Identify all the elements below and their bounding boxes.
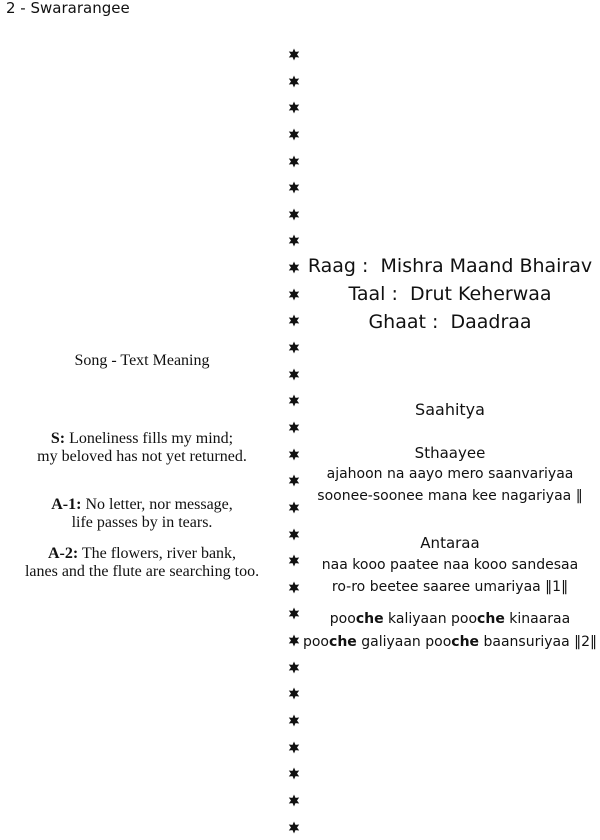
ghaat-label: Ghaat : — [368, 311, 439, 333]
star-icon — [288, 48, 300, 61]
antaraa-line2: ro-ro beetee saaree umariyaa ‖1‖ — [331, 579, 569, 595]
star-icon — [288, 101, 300, 114]
star-icon — [288, 581, 300, 594]
star-icon — [288, 794, 300, 807]
ghaat-line — [300, 309, 600, 336]
raag-line — [300, 253, 600, 280]
star-icon — [288, 448, 300, 461]
meaning-s — [0, 430, 284, 466]
star-icon — [288, 687, 300, 700]
antaraa-line3 — [300, 609, 600, 630]
star-icon — [288, 661, 300, 674]
antaraa-line4-emphasis: che — [329, 634, 357, 650]
meaning-s-line1: Loneliness fills my mind; — [65, 430, 234, 447]
antaraa-line3-part: kinaaraa — [504, 611, 571, 627]
antaraa-line3-part: kaliyaan poo — [383, 611, 478, 627]
antaraa-heading: Antaraa — [420, 534, 480, 552]
antaraa-line1: naa kooo paatee naa kooo sandesaa — [321, 557, 579, 573]
star-icon — [288, 421, 300, 434]
sthaayee-line1: ajahoon na aayo mero saanvariyaa — [326, 466, 574, 482]
meaning-a2-line2: lanes and the flute are searching too. — [24, 563, 260, 580]
raag-value: Mishra Maand Bhairav — [380, 255, 593, 277]
sthaayee-line2: soonee-soonee mana kee nagariyaa ‖ — [317, 488, 583, 504]
star-icon — [288, 767, 300, 780]
taal-line — [300, 281, 600, 308]
antaraa-line4-part: poo — [302, 634, 330, 650]
star-icon — [288, 607, 300, 620]
star-icon — [288, 234, 300, 247]
antaraa-line3-emphasis: che — [355, 611, 384, 627]
sthaayee-heading: Sthaayee — [414, 444, 486, 462]
star-icon — [288, 181, 300, 194]
antaraa-line4-emphasis: che — [451, 634, 480, 650]
star-icon — [288, 474, 300, 487]
star-icon — [288, 634, 300, 647]
meaning-a1-label: A-1: — [51, 496, 82, 513]
star-icon — [288, 155, 300, 168]
star-icon — [288, 208, 300, 221]
antaraa-line3-part: poo — [329, 611, 356, 627]
meaning-a1-line2: life passes by in tears. — [71, 514, 213, 531]
meaning-title: Song - Text Meaning — [74, 352, 210, 369]
antaraa-line4-part: galiyaan poo — [356, 634, 452, 650]
star-icon — [288, 341, 300, 354]
antaraa-line4-part: baansuriyaa ‖2‖ — [479, 634, 598, 650]
meaning-a2 — [0, 545, 284, 581]
meaning-s-line2: my beloved has not yet returned. — [37, 448, 247, 465]
ghaat-value: Daadraa — [450, 311, 532, 333]
antaraa-line3-emphasis: che — [477, 611, 505, 627]
meaning-a1-line1: No letter, nor message, — [81, 496, 233, 513]
star-icon — [288, 128, 300, 141]
raag-label: Raag : — [307, 255, 369, 277]
star-icon — [288, 528, 300, 541]
taal-value: Drut Keherwaa — [410, 283, 552, 305]
star-icon — [288, 288, 300, 301]
star-icon — [288, 714, 300, 727]
meaning-a2-line1: The flowers, river bank, — [78, 545, 237, 562]
saahitya-heading: Saahitya — [415, 400, 485, 419]
star-icon — [288, 501, 300, 514]
star-icon — [288, 314, 300, 327]
star-icon — [288, 394, 300, 407]
taal-label: Taal : — [348, 283, 398, 305]
antaraa-line4 — [300, 632, 600, 653]
star-icon — [288, 368, 300, 381]
meaning-a2-label: A-2: — [47, 545, 79, 562]
star-icon — [288, 261, 300, 274]
meaning-a1 — [0, 496, 284, 532]
star-icon — [288, 554, 300, 567]
page-header: 2 - Swararangee — [6, 0, 130, 17]
star-icon — [288, 75, 300, 88]
star-icon — [288, 821, 300, 834]
star-icon — [288, 741, 300, 754]
meaning-s-label: S: — [50, 430, 66, 447]
